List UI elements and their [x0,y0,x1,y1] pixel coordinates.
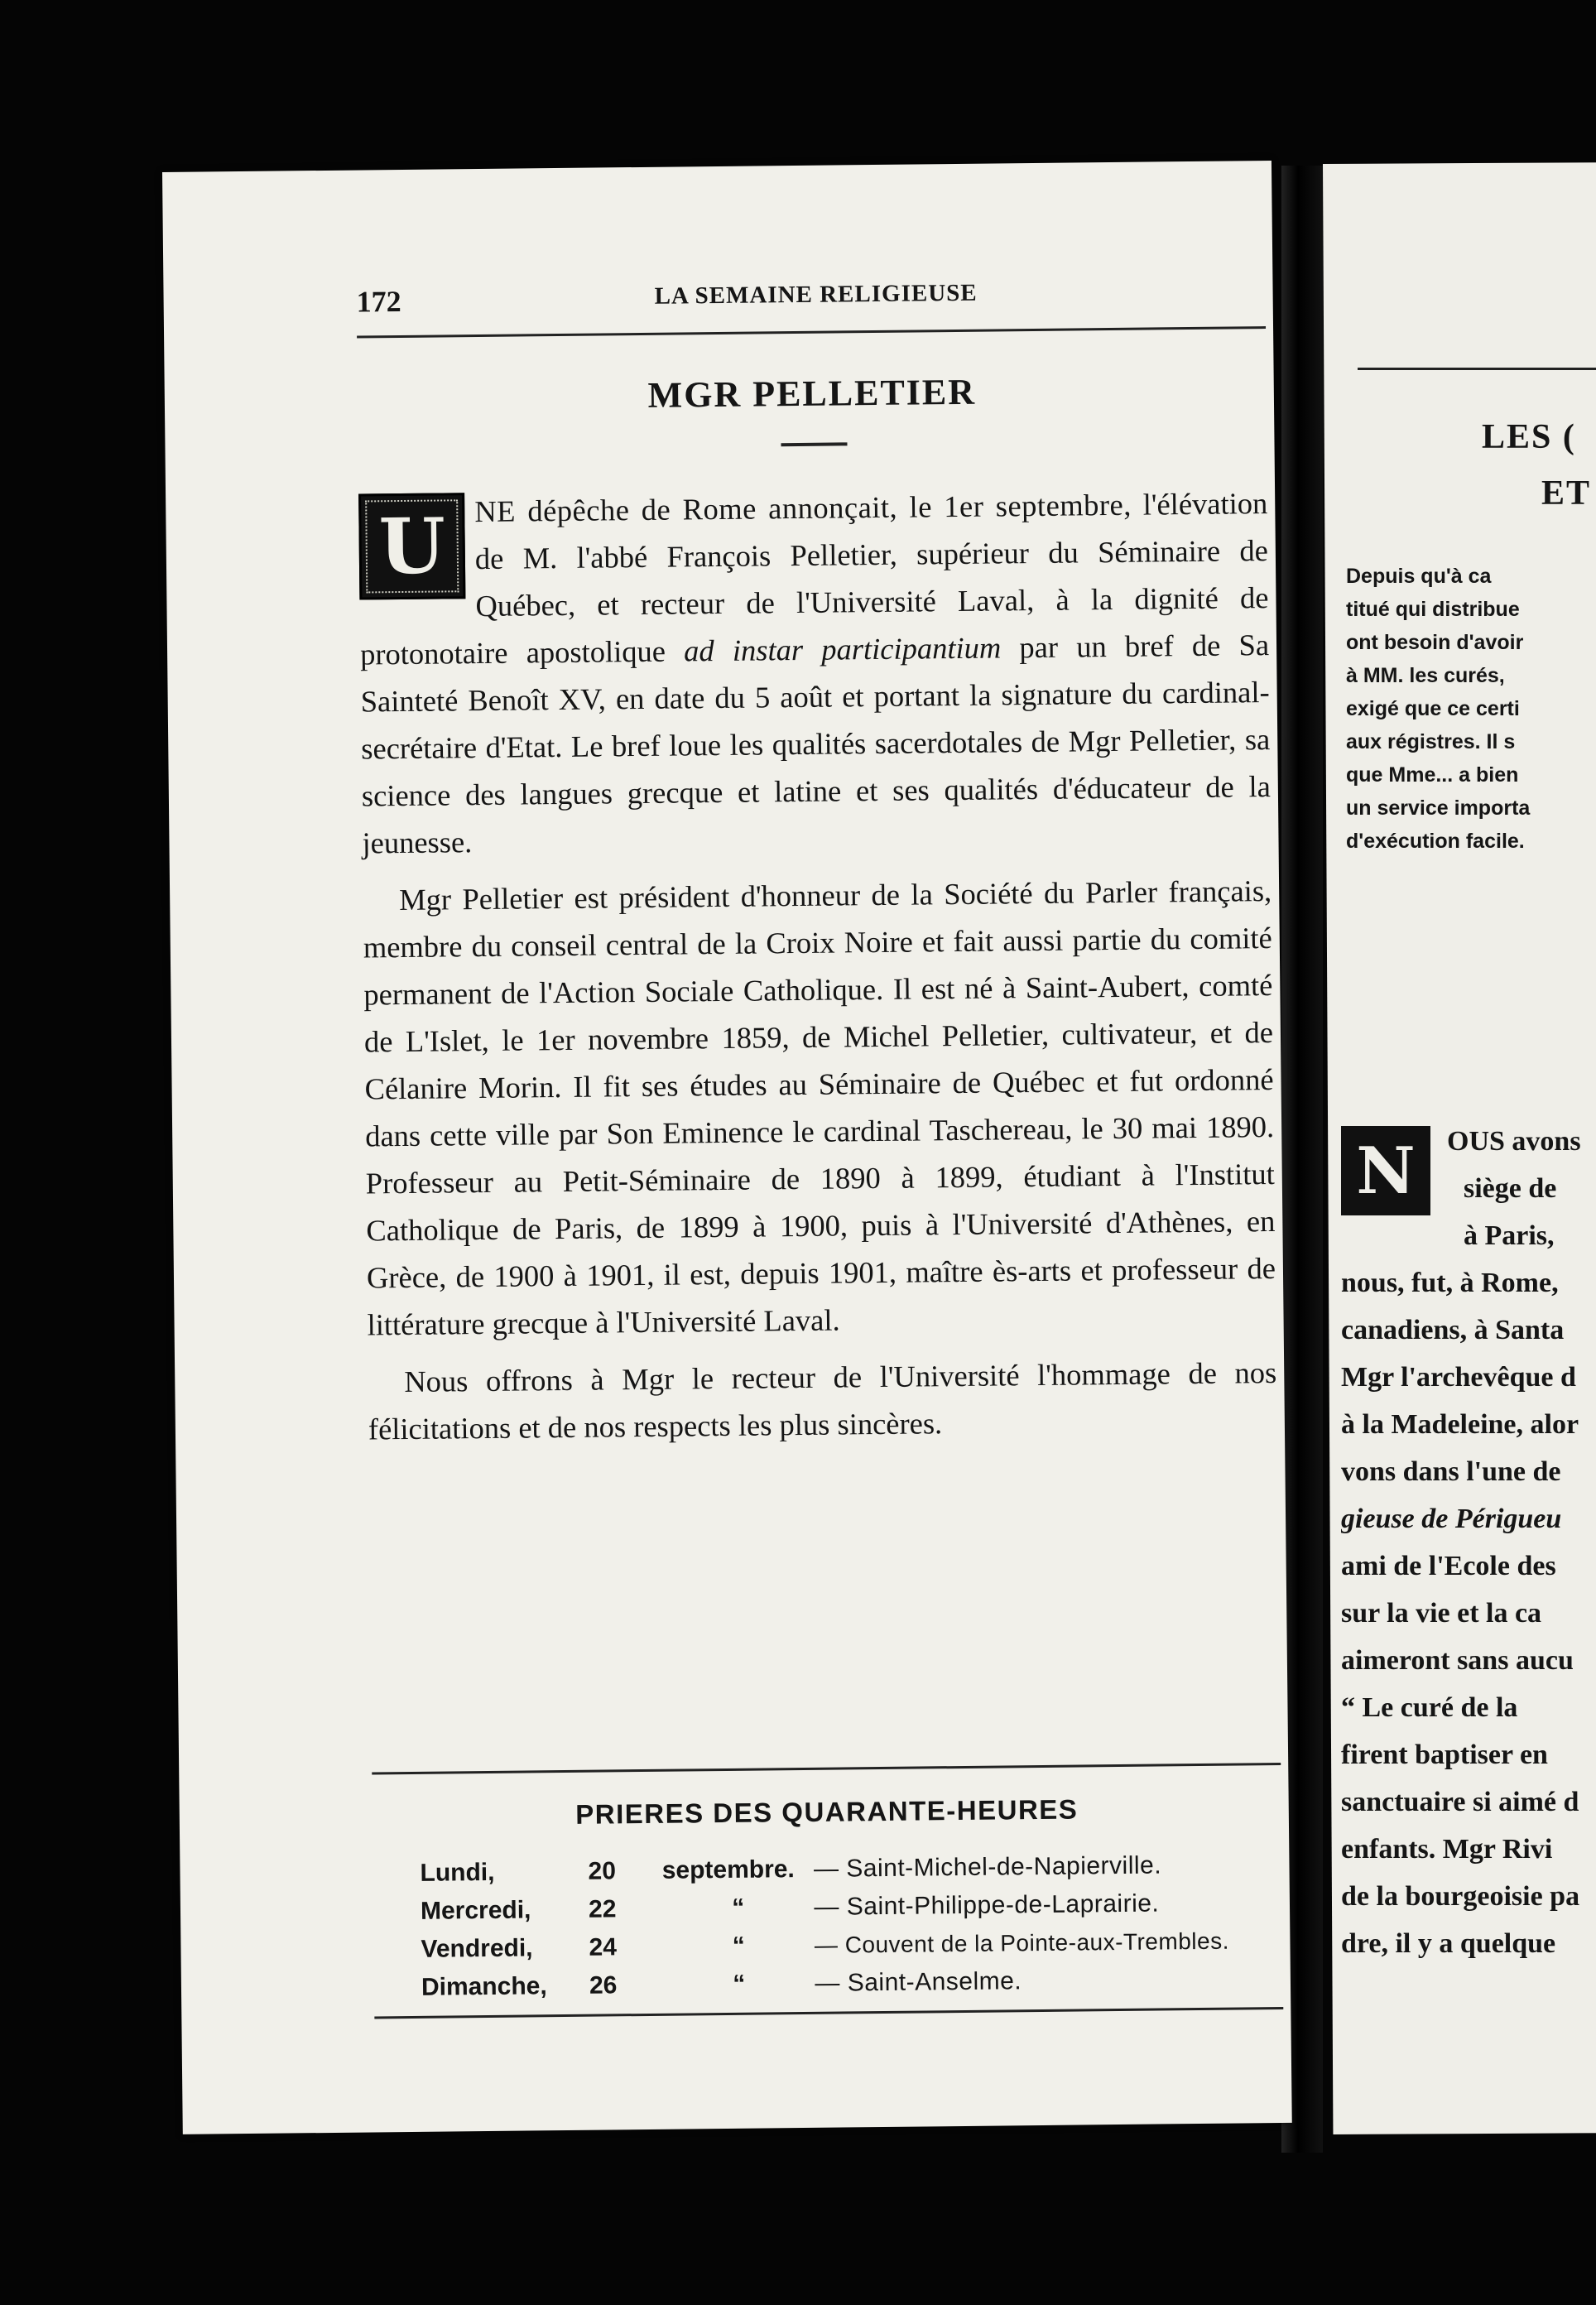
latin-phrase: ad instar participantium [683,630,1002,668]
prayer-month: “ [732,1894,745,1922]
prayer-row [421,1960,1291,2007]
body-line: à Paris, [1464,1220,1555,1251]
right-page-body [1341,1118,1596,1967]
right-page-title-line2: ET [1541,474,1592,512]
prayers-table [420,1845,1291,2007]
prayers-title: PRIERES DES QUARANTE-HEURES [575,1793,1079,1830]
paragraph-1-tail: par un bref de Sa Sainteté Benoît XV, en date du 5 août et portant la signature du cardinal-secrétaire d'Etat. Le bref loue les qualités sacerdotales de Mgr Pelletier, sa science des langues grecque et latine et ses qualités d'éducateur de la jeunesse. [360,628,1272,860]
notice-line: titué qui distribue [1346,598,1520,621]
prayer-place: — Saint-Philippe-de-Laprairie. [814,1889,1160,1921]
prayer-day: Vendredi, [421,1934,533,1963]
notice-line: que Mme... a bien [1346,763,1519,787]
right-page-dropcap: N [1341,1126,1430,1215]
notice-line: Depuis qu'à ca [1346,565,1492,588]
prayer-month: “ [733,1970,746,1998]
paragraph-1-rest: l'élévation de M. l'abbé François Pelletier, supérieur du Séminaire de Québec, et recteur de l'Université Laval, à la dignité de protonotaire apostolique [359,486,1269,671]
section-rule-bottom [374,2007,1283,2019]
prayer-day: Mercredi, [420,1896,531,1925]
body-line: sur la vie et la ca [1341,1598,1542,1629]
left-page [162,161,1292,2134]
notice-line: aux régistres. Il s [1346,730,1516,753]
paragraph-1 [358,479,1272,866]
body-line: à la Madeleine, alor [1341,1409,1579,1440]
right-page-title-line1: LES ( [1482,418,1576,456]
header-rule [357,326,1266,338]
running-title: LA SEMAINE RELIGIEUSE [654,279,978,310]
prayer-place: — Couvent de la Pointe-aux-Trembles. [814,1927,1230,1958]
prayer-place: — Saint-Anselme. [815,1967,1022,1997]
article-title: MGR PELLETIER [647,371,977,416]
right-page-rule [1358,368,1596,370]
title-dash [781,442,847,446]
notice-line: un service importa [1346,796,1531,820]
body-line: OUS avons [1447,1126,1581,1157]
body-line: canadiens, à Santa [1341,1315,1565,1345]
running-head [356,265,1431,326]
prayer-date: 26 [589,1971,618,1999]
prayer-month: septembre. [661,1855,795,1884]
body-line: sanctuaire si aimé d [1341,1787,1579,1817]
section-rule-top [372,1763,1281,1774]
body-line: aimeront sans aucu [1341,1645,1574,1676]
body-line: dre, il y a quelque [1341,1928,1556,1959]
notice-line: à MM. les curés, [1346,664,1505,687]
paragraph-1-lead: NE dépêche de Rome annonçait, le 1er septembre, [474,487,1132,529]
prayer-date: 22 [588,1895,617,1923]
body-line: de la bourgeoisie pa [1341,1881,1580,1912]
paragraph-3: Nous offrons à Mgr le recteur de l'Université l'hommage de nos félicitations et de nos respects les plus sincères. [368,1355,1277,1446]
ornamental-dropcap [358,493,465,599]
dropcap-letter: U [365,499,459,593]
body-line: ami de l'Ecole des [1341,1551,1556,1581]
prayer-day: Dimanche, [421,1972,547,2001]
notice-line: d'exécution facile. [1346,830,1525,853]
prayer-date: 20 [588,1857,617,1885]
body-line: “ Le curé de la [1341,1692,1518,1723]
body-line: siège de [1464,1173,1557,1204]
prayer-month: “ [732,1932,745,1960]
body-line: Mgr l'archevêque d [1341,1362,1576,1393]
article-body [358,479,1277,1462]
notice-line: exigé que ce certi [1346,697,1520,720]
prayer-date: 24 [589,1933,618,1961]
paragraph-2: Mgr Pelletier est président d'honneur de la Société du Parler français, membre du conseil central de la Croix Noire et fait aussi partie du comité permanent de l'Action Sociale Catholique. Il est né à Saint-Aubert, comté de L'Islet, le 1er novembre 1859, de Michel Pelletier, cultivateur, et de Célanire Morin. Il fit ses études au Séminaire de Québec et fut ordonné dans cette ville par Son Eminence le cardinal Taschereau, le 30 mai 1890. Professeur au Petit-Séminaire de 1890 à 1899, étudiant à l'Institut Catholique de Paris, de 1899 à 1900, puis à l'Université d'Athènes, en Grèce, de 1900 à 1901, il est, depuis 1901, maître ès-arts et professeur de littérature grecque à l'Université Laval. [363,873,1276,1342]
body-line: vons dans l'une de [1341,1456,1561,1487]
prayer-day: Lundi, [420,1858,495,1887]
body-line: gieuse de Périgueu [1341,1504,1562,1534]
right-page-notice [1346,560,1596,858]
body-line: nous, fut, à Rome, [1341,1268,1559,1298]
body-line: firent baptiser en [1341,1740,1548,1770]
prayer-place: — Saint-Michel-de-Napierville. [813,1851,1162,1883]
body-line: enfants. Mgr Rivi [1341,1834,1553,1865]
notice-line: ont besoin d'avoir [1346,631,1524,654]
page-number: 172 [356,284,401,319]
